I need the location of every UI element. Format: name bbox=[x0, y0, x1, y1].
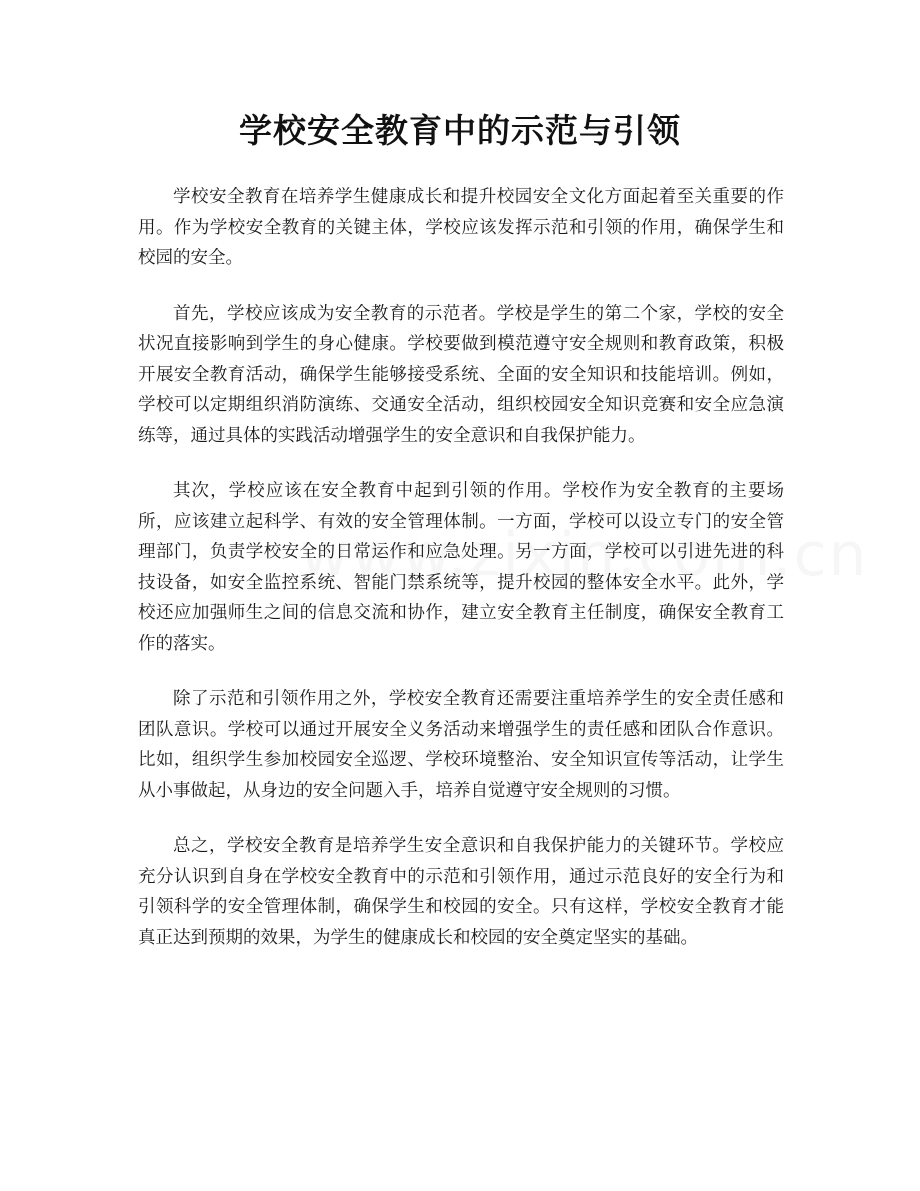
paragraph-third-point: 除了示范和引领作用之外，学校安全教育还需要注重培养学生的安全责任感和团队意识。学校可以通过开展安全义务活动来增强学生的责任感和团队合作意识。比如，组织学生参加校园安全巡逻、学校环境整治、安全知识宣传等活动，让学生从小事做起，从身边的安全问题入手，培养自觉遵守安全规则的习惯。 bbox=[138, 689, 784, 801]
paragraph-conclusion: 总之，学校安全教育是培养学生安全意识和自我保护能力的关键环节。学校应充分认识到自身在学校安全教育中的示范和引领作用，通过示范良好的安全行为和引领科学的安全管理体制，确保学生和校园的安全。只有这样，学校安全教育才能真正达到预期的效果，为学生的健康成长和校园的安全奠定坚实的基础。 bbox=[138, 836, 784, 948]
document-body bbox=[138, 182, 784, 978]
paragraph-first-point: 首先，学校应该成为安全教育的示范者。学校是学生的第二个家，学校的安全状况直接影响到学生的身心健康。学校要做到模范遵守安全规则和教育政策，积极开展安全教育活动，确保学生能够接受系统、全面的安全知识和技能培训。例如，学校可以定期组织消防演练、交通安全活动，组织校园安全知识竞赛和安全应急演练等，通过具体的实践活动增强学生的安全意识和自我保护能力。 bbox=[138, 303, 784, 446]
document-title: 学校安全教育中的示范与引领 bbox=[239, 111, 681, 150]
paragraph-second-point: 其次，学校应该在安全教育中起到引领的作用。学校作为安全教育的主要场所，应该建立起科学、有效的安全管理体制。一方面，学校可以设立专门的安全管理部门，负责学校安全的日常运作和应急处理。另一方面，学校可以引进先进的科技设备，如安全监控系统、智能门禁系统等，提升校园的整体安全水平。此外，学校还应加强师生之间的信息交流和协作，建立安全教育主任制度，确保安全教育工作的落实。 bbox=[138, 481, 784, 654]
paragraph-intro: 学校安全教育在培养学生健康成长和提升校园安全文化方面起着至关重要的作用。作为学校安全教育的关键主体，学校应该发挥示范和引领的作用，确保学生和校园的安全。 bbox=[138, 187, 784, 268]
